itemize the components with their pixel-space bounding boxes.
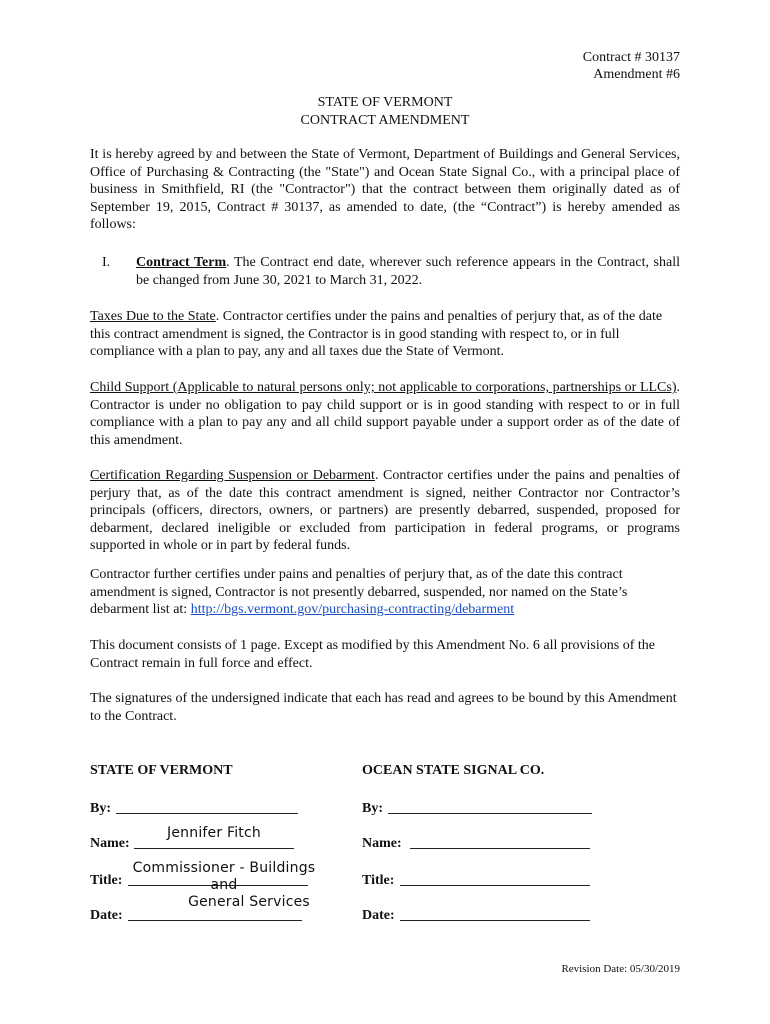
state-date-row: [90, 904, 310, 924]
contractor-by-row: [362, 797, 602, 817]
title-line-1: STATE OF VERMONT: [317, 95, 453, 110]
state-name-label: Name:: [90, 836, 130, 851]
state-by-row: [90, 797, 310, 817]
state-by-label: By:: [90, 801, 111, 816]
contractor-by-line[interactable]: [388, 813, 592, 814]
amendment-number: Amendment #6: [593, 67, 680, 82]
state-party-heading: STATE OF VERMONT: [90, 763, 233, 778]
contractor-by-label: By:: [362, 801, 383, 816]
title-line-2: CONTRACT AMENDMENT: [300, 112, 470, 128]
contractor-date-line[interactable]: [400, 920, 590, 921]
contract-number: Contract # 30137: [582, 50, 680, 65]
state-by-line[interactable]: [116, 813, 298, 814]
item-number: I.: [102, 255, 111, 270]
debarment-list-link[interactable]: http://bgs.vermont.gov/purchasing-contracting/debarment: [190, 602, 515, 618]
certification-paragraph: [90, 467, 680, 555]
taxes-text: . Contractor certifies under the pains and penalties of perjury that, as of the date this contract amendment is signed, the Contractor is in good standing with respect to, or in full compliance with a plan to pay, any and all taxes due the State of Vermont.: [90, 309, 663, 360]
state-name-value: Jennifer Fitch: [167, 825, 261, 841]
contractor-date-row: [362, 904, 602, 924]
certification-text: . Contractor certifies under the pains and penalties of perjury that, as of the date this contract amendment is signed, neither Contractor nor Contractor’s principals (officers, directors, owners, or partners) are presently debarred, suspended, proposed for debarment, declared ineligible or excluded from participation in federal programs, or programs supported in whole or in part by federal funds.: [90, 468, 680, 554]
revision-date: Revision Date: 05/30/2019: [561, 963, 680, 975]
intro-paragraph: It is hereby agreed by and between the State of Vermont, Department of Buildings and General Services, Office of Purchasing & Contracting (the "State") and Ocean State Signal Co., with a principal place of business in Smithfield, RI (the "Contractor") that the contract between them originally dated as of September 19, 2015, Contract # 30137, as amended to date, (the “Contract”) is hereby amended as follows:: [90, 147, 680, 233]
child-support-paragraph: [90, 379, 680, 449]
contractor-party-heading: OCEAN STATE SIGNAL CO.: [362, 763, 545, 778]
child-support-text: . Contractor is under no obligation to pay child support or is in good standing with respect to or in full compliance with a plan to pay any and all child support payable under a support order as of the date of this amendment.: [90, 380, 680, 448]
state-title-label: Title:: [90, 873, 123, 888]
child-support-heading: Child Support (Applicable to natural persons only; not applicable to corporations, partnerships or LLCs): [90, 380, 677, 395]
contractor-title-label: Title:: [362, 873, 395, 888]
amendment-item: [90, 254, 680, 289]
contractor-name-row: [362, 832, 602, 852]
document-title: [0, 94, 770, 129]
state-date-label: Date:: [90, 908, 123, 923]
further-text: Contractor further certifies under pains and penalties of perjury that, as of the date this contract amendment is signed, Contractor is not presently debarred, suspended, nor named on the State’s debarment list at:: [90, 567, 628, 618]
certification-heading: Certification Regarding Suspension or Debarment: [90, 468, 375, 483]
item-text: . The Contract end date, wherever such reference appears in the Contract, shall be changed from June 30, 2021 to March 31, 2022.: [136, 255, 680, 288]
state-title-value-line1: Commissioner - Buildings and: [132, 860, 316, 893]
signatures-note-paragraph: The signatures of the undersigned indicate that each has read and agrees to be bound by this Amendment to the Contract.: [90, 691, 677, 724]
state-name-line[interactable]: [134, 848, 294, 849]
item-body: [136, 254, 680, 289]
contractor-name-line[interactable]: [410, 848, 590, 849]
state-date-line[interactable]: [128, 920, 302, 921]
taxes-heading: Taxes Due to the State: [90, 309, 216, 324]
consists-paragraph: This document consists of 1 page. Except as modified by this Amendment No. 6 all provisions of the Contract remain in full force and effect.: [90, 638, 655, 671]
contractor-name-label: Name:: [362, 836, 402, 851]
item-heading: Contract Term: [136, 255, 227, 270]
contractor-title-line[interactable]: [400, 885, 590, 886]
state-title-value-line2: General Services: [188, 894, 310, 910]
contractor-date-label: Date:: [362, 908, 395, 923]
taxes-paragraph: [90, 308, 680, 361]
further-certification-paragraph: [90, 566, 680, 619]
contractor-title-row: [362, 869, 602, 889]
contract-reference: [583, 49, 680, 83]
